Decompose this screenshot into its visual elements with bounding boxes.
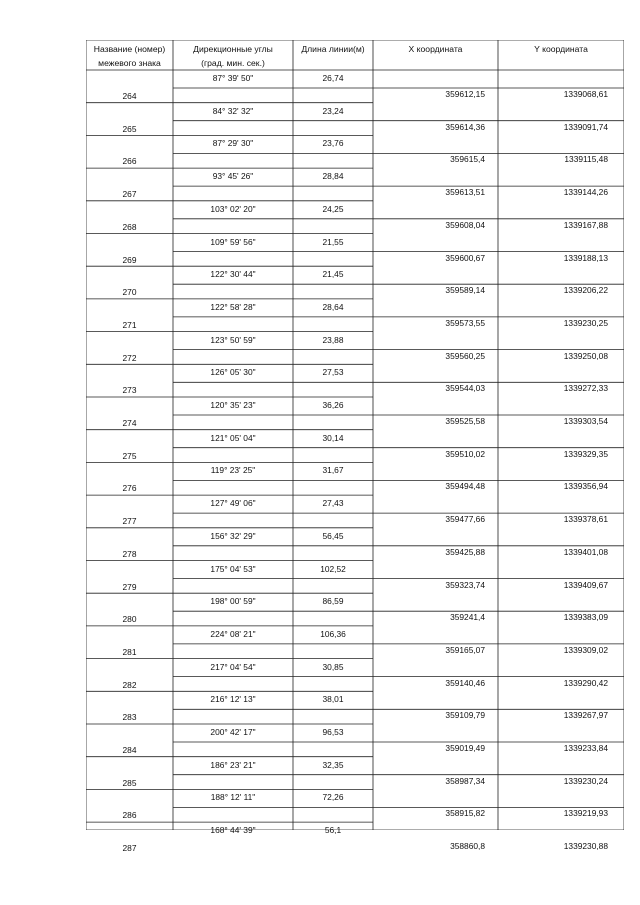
point-name-cell: 287 <box>122 843 137 854</box>
angle-cell: 156° 32' 29" <box>210 530 256 541</box>
x-coordinate-cell: 359494,48 <box>445 481 485 492</box>
y-coordinate-cell: 1339272,33 <box>563 383 608 394</box>
length-cell: 36,26 <box>322 400 344 410</box>
angle-cell: 123° 50' 59" <box>210 334 256 345</box>
x-coordinate-cell: 359614,36 <box>445 121 485 132</box>
y-coordinate-cell: 1339303,54 <box>563 416 608 426</box>
y-coordinate-cell: 1339230,25 <box>563 317 608 328</box>
x-coordinate-cell: 359140,46 <box>445 677 485 688</box>
length-cell: 56,45 <box>322 530 344 541</box>
y-coordinate-cell: 1339167,88 <box>563 219 608 230</box>
point-name-cell: 285 <box>122 777 137 788</box>
point-name-cell: 279 <box>122 581 137 592</box>
y-coordinate-cell: 1339401,08 <box>563 546 608 557</box>
point-name-cell: 283 <box>122 712 137 723</box>
length-cell: 24,25 <box>322 203 344 214</box>
angle-cell: 224° 08' 21" <box>210 628 256 639</box>
y-coordinate-cell: 1339267,97 <box>563 710 608 721</box>
y-coordinate-cell: 1339233,84 <box>563 743 608 753</box>
length-cell: 23,24 <box>322 105 344 116</box>
x-coordinate-cell: 359560,25 <box>445 350 485 361</box>
x-coordinate-cell: 358987,34 <box>445 775 485 786</box>
angle-cell: 217° 04' 54" <box>210 661 256 672</box>
x-coordinate-cell: 359019,49 <box>445 743 485 753</box>
point-name-cell: 282 <box>122 679 137 690</box>
y-coordinate-cell: 1339329,35 <box>563 448 608 459</box>
x-coordinate-cell: 359525,58 <box>445 416 485 426</box>
header-y: Y координата <box>534 44 588 54</box>
y-coordinate-cell: 1339115,48 <box>564 154 608 165</box>
point-name-cell: 264 <box>122 91 137 101</box>
length-cell: 21,45 <box>322 269 344 280</box>
header-angle-line1: Дирекционные углы <box>193 44 273 54</box>
length-cell: 106,36 <box>320 628 346 639</box>
header-angle-line2: (град. мин. сек.) <box>201 58 265 68</box>
angle-cell: 121° 05' 04" <box>210 432 256 443</box>
point-name-cell: 281 <box>122 646 137 657</box>
point-name-cell: 275 <box>122 450 137 461</box>
x-coordinate-cell: 359323,74 <box>445 579 485 590</box>
length-cell: 30,85 <box>322 661 344 672</box>
point-name-cell: 265 <box>122 123 137 134</box>
x-coordinate-cell: 359241,4 <box>450 612 485 623</box>
x-coordinate-cell: 359510,02 <box>445 448 485 459</box>
point-name-cell: 286 <box>122 810 137 821</box>
length-cell: 30,14 <box>322 432 344 443</box>
angle-cell: 127° 49' 06" <box>210 498 256 509</box>
y-coordinate-cell: 1339378,61 <box>563 514 608 525</box>
header-x: X координата <box>408 44 463 54</box>
y-coordinate-cell: 1339409,67 <box>563 579 608 590</box>
y-coordinate-cell: 1339068,61 <box>563 89 608 99</box>
coordinates-table <box>86 40 624 854</box>
header-name <box>86 42 173 70</box>
x-coordinate-cell: 359109,79 <box>445 710 485 721</box>
x-coordinate-cell: 359608,04 <box>445 219 485 230</box>
y-coordinate-cell: 1339206,22 <box>563 285 608 296</box>
point-name-cell: 267 <box>122 189 137 200</box>
angle-cell: 186° 23' 21" <box>210 759 256 770</box>
point-name-cell: 266 <box>122 156 137 167</box>
length-cell: 31,67 <box>322 465 344 476</box>
header-angle <box>173 42 293 70</box>
x-coordinate-cell: 359613,51 <box>445 187 485 198</box>
x-coordinate-cell: 359600,67 <box>445 252 485 263</box>
point-name-cell: 284 <box>122 745 137 755</box>
point-name-cell: 278 <box>122 548 137 559</box>
x-coordinate-cell: 359573,55 <box>445 317 485 328</box>
point-name-cell: 273 <box>122 385 137 396</box>
angle-cell: 168° 44' 39" <box>210 825 256 836</box>
y-coordinate-cell: 1339230,24 <box>563 775 608 786</box>
y-coordinate-cell: 1339091,74 <box>563 121 608 132</box>
x-coordinate-cell: 359612,15 <box>445 89 485 99</box>
angle-cell: 122° 58' 28" <box>210 301 256 312</box>
x-coordinate-cell: 359165,07 <box>445 644 485 655</box>
angle-cell: 87° 39' 50" <box>212 73 254 83</box>
length-cell: 28,84 <box>322 171 344 182</box>
header-name-line1: Название (номер) <box>93 44 166 54</box>
point-name-cell: 270 <box>122 287 137 298</box>
point-name-cell: 277 <box>122 516 137 527</box>
point-name-cell: 274 <box>122 418 137 428</box>
header-length: Длина линии(м) <box>301 44 365 54</box>
x-coordinate-cell: 359544,03 <box>445 383 485 394</box>
point-name-cell: 268 <box>122 221 137 232</box>
angle-cell: 198° 00' 59" <box>210 596 256 607</box>
length-cell: 26,74 <box>322 73 344 83</box>
angle-cell: 109° 59' 56" <box>210 236 256 247</box>
y-coordinate-cell: 1339230,88 <box>563 841 608 852</box>
point-name-cell: 276 <box>122 483 137 494</box>
x-coordinate-cell: 359425,88 <box>445 546 485 557</box>
length-cell: 23,88 <box>322 334 344 345</box>
angle-cell: 216° 12' 13" <box>210 694 256 705</box>
y-coordinate-cell: 1339144,26 <box>563 187 608 198</box>
point-name-cell: 269 <box>122 254 137 265</box>
point-name-cell: 271 <box>122 319 137 330</box>
y-coordinate-cell: 1339219,93 <box>563 808 608 819</box>
y-coordinate-cell: 1339383,09 <box>563 612 608 623</box>
y-coordinate-cell: 1339309,02 <box>563 644 608 655</box>
y-coordinate-cell: 1339250,08 <box>563 350 608 361</box>
length-cell: 56,1 <box>324 825 342 836</box>
length-cell: 102,52 <box>320 563 346 574</box>
angle-cell: 93° 45' 26" <box>212 171 254 182</box>
header-name-line2: межевого знака <box>98 58 161 68</box>
length-cell: 23,76 <box>322 138 344 149</box>
length-cell: 38,01 <box>322 694 344 705</box>
angle-cell: 103° 02' 20" <box>210 203 256 214</box>
length-cell: 86,59 <box>322 596 344 607</box>
y-coordinate-cell: 1339188,13 <box>563 252 608 263</box>
point-name-cell: 280 <box>122 614 137 625</box>
length-cell: 28,64 <box>322 301 344 312</box>
y-coordinate-cell: 1339290,42 <box>563 677 608 688</box>
length-cell: 27,43 <box>322 498 344 509</box>
angle-cell: 84° 32' 32" <box>212 105 254 116</box>
angle-cell: 188° 12' 11" <box>210 792 256 803</box>
angle-cell: 119° 23' 25" <box>210 465 256 476</box>
angle-cell: 120° 35' 23" <box>210 400 256 410</box>
y-coordinate-cell: 1339356,94 <box>563 481 608 492</box>
angle-cell: 175° 04' 53" <box>210 563 256 574</box>
length-cell: 32,35 <box>322 759 344 770</box>
angle-cell: 122° 30' 44" <box>210 269 256 280</box>
length-cell: 21,55 <box>322 236 344 247</box>
x-coordinate-cell: 359589,14 <box>445 285 485 296</box>
angle-cell: 87° 29' 30" <box>212 138 254 149</box>
angle-cell: 126° 05' 30" <box>210 367 256 378</box>
angle-cell: 200° 42' 17" <box>210 727 256 737</box>
x-coordinate-cell: 358915,82 <box>445 808 485 819</box>
length-cell: 72,26 <box>322 792 344 803</box>
length-cell: 27,53 <box>322 367 344 378</box>
x-coordinate-cell: 359477,66 <box>445 514 485 525</box>
x-coordinate-cell: 358860,8 <box>450 841 485 852</box>
x-coordinate-cell: 359615,4 <box>450 154 485 165</box>
length-cell: 96,53 <box>322 727 344 737</box>
point-name-cell: 272 <box>122 352 137 363</box>
